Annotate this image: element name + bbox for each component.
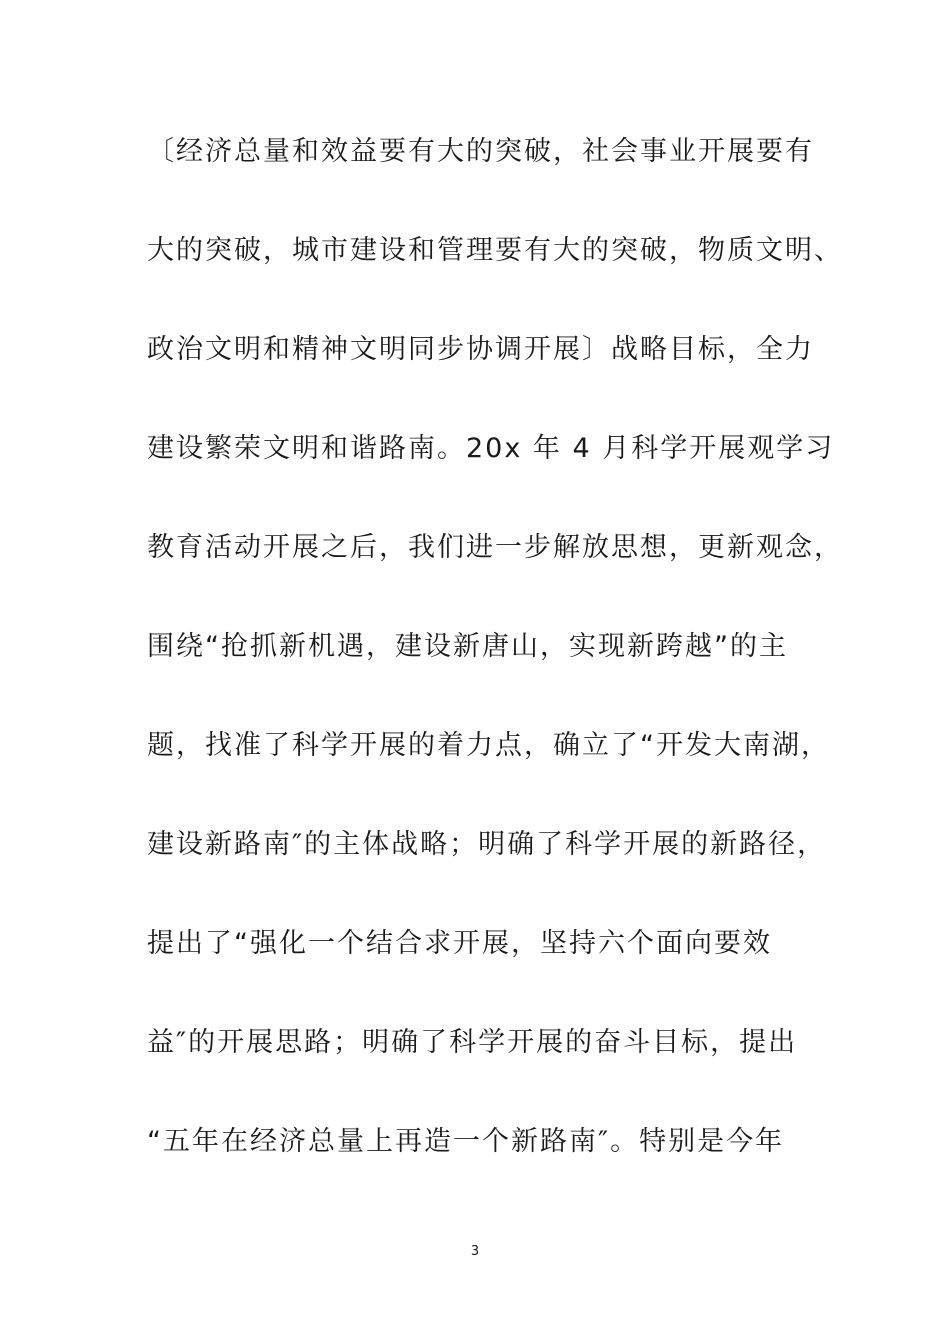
paragraph-line-9: 提出了“强化一个结合求开展，坚持六个面向要效 (147, 928, 772, 959)
paragraph-line-4: 建设繁荣文明和谐路南。20x 年 4 月科学开展观学习 (147, 433, 835, 464)
paragraph-line-7: 题，找准了科学开展的着力点，确立了“开发大南湖， (147, 730, 830, 761)
paragraph-line-2: 大的突破，城市建设和管理要有大的突破，物质文明、 (147, 235, 843, 266)
paragraph-line-8: 建设新路南″的主体战略；明确了科学开展的新路径， (147, 829, 827, 860)
page-number: 3 (470, 1244, 480, 1259)
paragraph-line-5: 教育活动开展之后，我们进一步解放思想，更新观念， (147, 532, 843, 563)
paragraph-line-3: 政治文明和精神文明同步协调开展〕战略目标，全力 (147, 334, 814, 365)
paragraph-line-11: “五年在经济总量上再造一个新路南″。特别是今年 (147, 1126, 785, 1157)
paragraph-line-1: 〔经济总量和效益要有大的突破，社会事业开展要有 (147, 136, 814, 167)
paragraph-line-6: 围绕“抢抓新机遇，建设新唐山，实现新跨越”的主 (147, 631, 788, 662)
paragraph-line-10: 益″的开展思路；明确了科学开展的奋斗目标，提出 (147, 1027, 798, 1058)
